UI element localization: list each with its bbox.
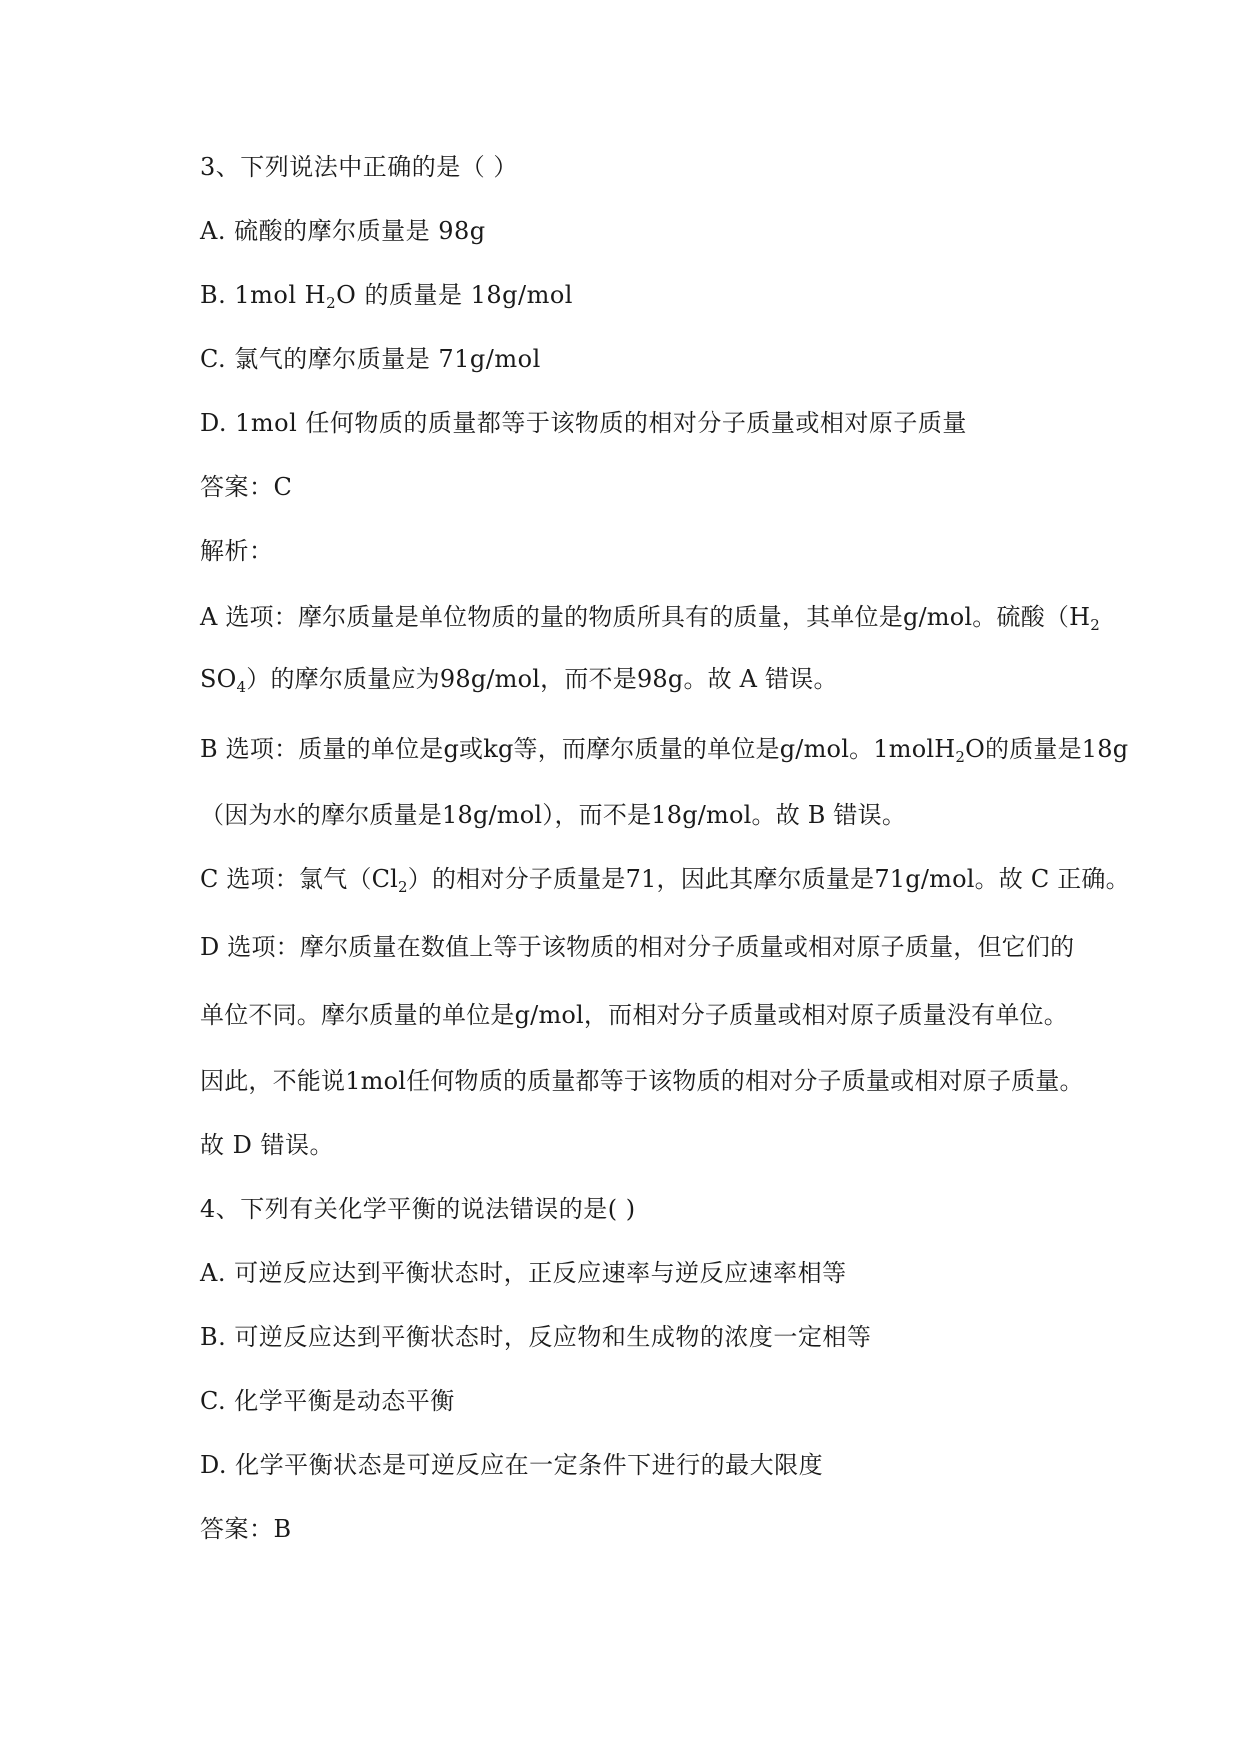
question-3-option-d: D. 1mol 任何物质的质量都等于该物质的相对分子质量或相对原子质量 [200, 409, 967, 437]
analysis-b-line-1 [200, 732, 1128, 766]
analysis-d-line-2: 单位不同。摩尔质量的单位是g/mol，而相对分子质量或相对原子质量没有单位。 [200, 1001, 1068, 1029]
question-4-option-a: A. 可逆反应达到平衡状态时，正反应速率与逆反应速率相等 [200, 1259, 847, 1287]
analysis-d-line-1: D 选项：摩尔质量在数值上等于该物质的相对分子质量或相对原子质量，但它们的 [200, 933, 1075, 961]
question-3-option-a: A. 硫酸的摩尔质量是 98g [200, 217, 486, 245]
analysis-a-text: A 选项：摩尔质量是单位物质的量的物质所具有的质量，其单位是g/mol。硫酸（H [200, 603, 1091, 631]
analysis-c-text-end: ）的相对分子质量是71，因此其摩尔质量是71g/mol。故 C 正确。 [407, 865, 1130, 893]
option-b-text-end: O 的质量是 18g/mol [336, 281, 573, 309]
analysis-a-line-2 [200, 662, 838, 696]
question-4-option-c: C. 化学平衡是动态平衡 [200, 1387, 455, 1415]
analysis-b-line-2: （因为水的摩尔质量是18g/mol），而不是18g/mol。故 B 错误。 [200, 801, 907, 829]
question-3-stem: 3、下列说法中正确的是（ ） [200, 153, 518, 181]
question-3-answer: 答案：C [200, 473, 293, 501]
analysis-d-line-4: 故 D 错误。 [200, 1131, 334, 1159]
analysis-b-text: B 选项：质量的单位是g或kg等，而摩尔质量的单位是g/mol。1molH [200, 735, 956, 763]
option-b-text: B. 1mol H [200, 281, 327, 309]
analysis-b-text-end: O的质量是18g [965, 735, 1129, 763]
question-4-option-d: D. 化学平衡状态是可逆反应在一定条件下进行的最大限度 [200, 1451, 824, 1479]
subscript: 4 [236, 678, 247, 696]
question-3-option-b [200, 278, 573, 312]
subscript: 2 [398, 878, 408, 896]
analysis-a-text-end: ）的摩尔质量应为98g/mol，而不是98g。故 A 错误。 [246, 665, 838, 693]
question-4-answer: 答案：B [200, 1515, 292, 1543]
question-4-stem: 4、下列有关化学平衡的说法错误的是( ) [200, 1195, 636, 1223]
analysis-a-text: SO [200, 665, 237, 693]
analysis-a-line-1 [200, 600, 1100, 634]
question-3-option-c: C. 氯气的摩尔质量是 71g/mol [200, 345, 541, 373]
analysis-d-line-3: 因此，不能说1mol任何物质的质量都等于该物质的相对分子质量或相对原子质量。 [200, 1067, 1084, 1095]
analysis-c-text: C 选项：氯气（Cl [200, 865, 399, 893]
analysis-c-line-1 [200, 862, 1130, 896]
analysis-heading: 解析： [200, 537, 274, 565]
question-4-option-b: B. 可逆反应达到平衡状态时，反应物和生成物的浓度一定相等 [200, 1323, 872, 1351]
subscript: 2 [955, 748, 966, 766]
subscript: 2 [1090, 616, 1100, 634]
subscript: 2 [326, 294, 337, 312]
